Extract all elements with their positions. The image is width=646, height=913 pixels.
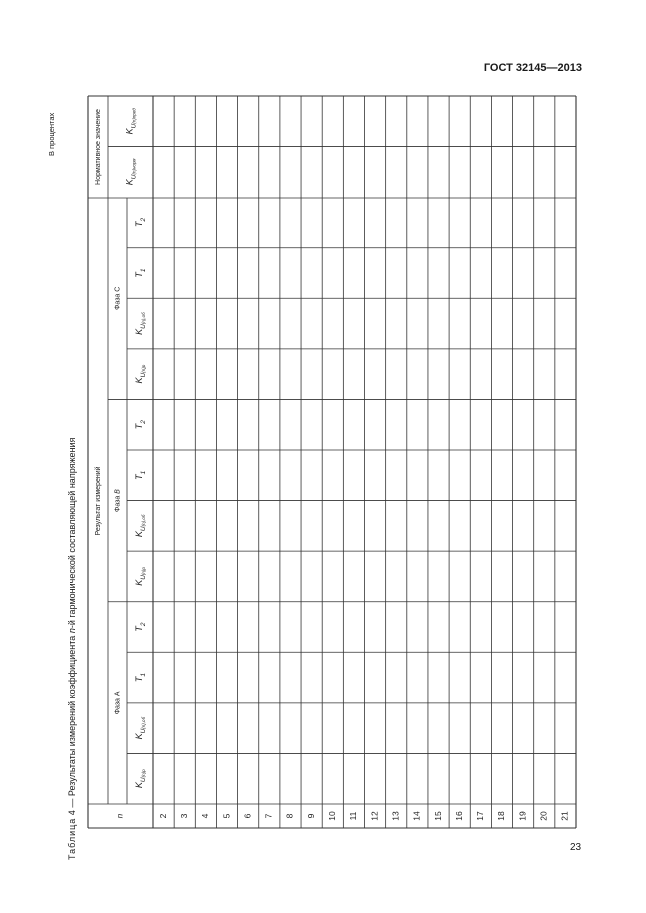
caption-italic-n: n [67, 628, 77, 634]
row-number: 10 [327, 811, 338, 821]
row-number: 9 [305, 813, 316, 819]
phase-header-b: Фаза B [114, 489, 122, 513]
phase-header-a: Фаза A [114, 691, 122, 715]
n-column-header: n [115, 813, 125, 819]
row-number: 7 [263, 813, 274, 819]
header-normative-1: $K_U(n)норм$ [124, 158, 138, 186]
row-number: 20 [538, 811, 549, 821]
header-normative-2: $K_U(n)пред$ [124, 108, 138, 135]
header-b-3: $T_1$ [134, 470, 147, 480]
row-number: 19 [517, 811, 528, 821]
row-number: 3 [178, 813, 189, 819]
row-number: 11 [348, 811, 359, 821]
header-a-4: $T_2$ [134, 622, 147, 632]
header-c-2: $K_U(n),об$ [134, 312, 147, 335]
caption-label: Таблица [67, 817, 77, 860]
header-b-1: $K_U(n)р$ [134, 567, 147, 586]
row-number: 17 [475, 811, 486, 821]
caption-number: 4 [67, 810, 77, 816]
header-a-3: $T_1$ [134, 673, 147, 683]
header-b-4: $T_2$ [134, 420, 147, 430]
row-number: 15 [432, 811, 443, 821]
results-group-header: Результат измерений [94, 466, 102, 536]
header-c-1: $K_U(n)р$ [134, 364, 147, 384]
caption-text-end: -й гармонической составляющей напряжения [67, 437, 77, 629]
row-number: 2 [157, 813, 168, 819]
row-number: 5 [221, 813, 232, 819]
header-a-1: $K_U(n)р$ [134, 769, 147, 789]
row-number: 13 [390, 811, 401, 821]
standard-code: ГОСТ 32145—2013 [483, 62, 582, 74]
row-number: 14 [411, 811, 422, 821]
phase-header-c: Фаза C [114, 286, 122, 310]
row-number: 12 [369, 811, 380, 821]
header-a-2: $K_U(n),об$ [134, 716, 147, 740]
header-c-4: $T_2$ [134, 217, 147, 227]
row-number: 8 [284, 813, 295, 819]
normative-group-header: Нормативное значение [94, 109, 102, 185]
row-number: 4 [200, 813, 211, 819]
unit-note-text: В процентах [47, 112, 56, 156]
caption-text: Результаты измерений коэффициента [67, 635, 77, 797]
row-number: 21 [559, 811, 570, 821]
caption-dash: — [67, 798, 77, 808]
header-b-2: $K_U(n),об$ [134, 514, 147, 538]
row-number: 18 [496, 811, 507, 821]
row-number: 6 [242, 813, 253, 819]
row-number: 16 [453, 811, 464, 821]
header-c-3: $T_1$ [134, 268, 147, 278]
page-number: 23 [570, 842, 582, 853]
